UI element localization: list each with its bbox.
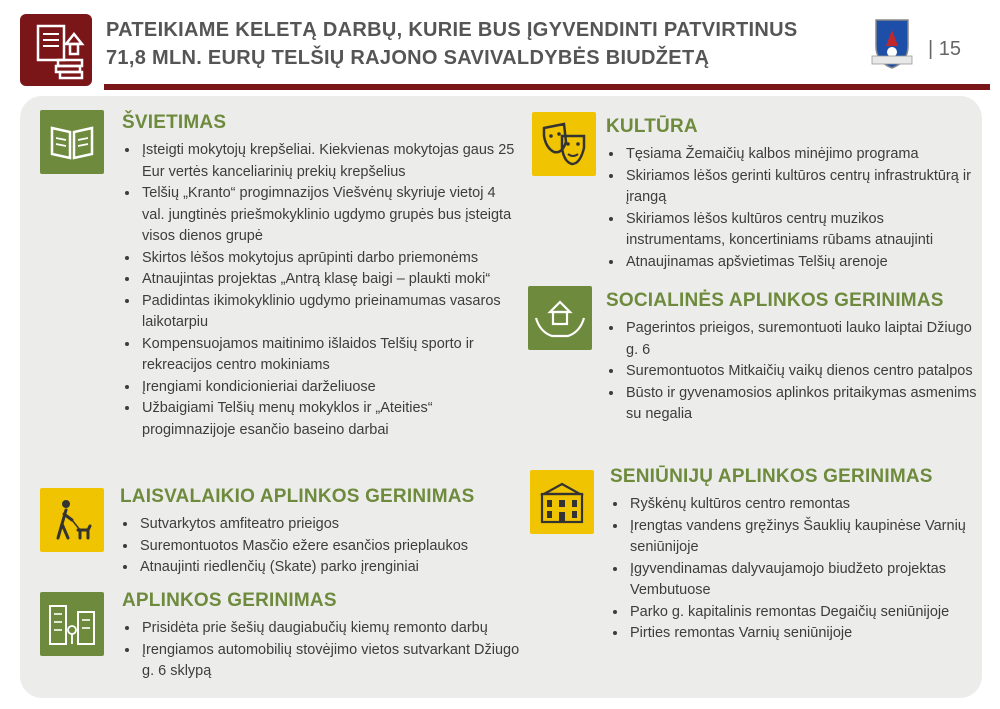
- list-item: • Kompensuojamos maitinimo išlaidos Telšių sporto ir rekreacijos centro mokiniams: [140, 334, 522, 377]
- title-line-2: 71,8 MLN. EURŲ TELŠIŲ RAJONO SAVIVALDYBĖS BIUDŽETĄ: [106, 47, 710, 69]
- section-seniuniju: [610, 466, 986, 645]
- list-item: • Tęsiama Žemaičių kalbos minėjimo programa: [624, 144, 986, 166]
- list-item: • Užbaigiami Telšių menų mokyklos ir „Ateities“ progimnazijoje esančio baseino darbai: [140, 398, 522, 441]
- list-item: • Ryškėnų kultūros centro remontas: [628, 494, 986, 516]
- section-kultura: [606, 116, 986, 273]
- page-number: | 15: [928, 38, 961, 60]
- list-item: • Įrengiami kondicionieriai darželiuose: [140, 377, 522, 399]
- section-title: SOCIALINĖS APLINKOS GERINIMAS: [606, 290, 944, 311]
- list-item: • Įgyvendinamas dalyvaujamojo biudžeto projektas Vembutuose: [628, 559, 986, 602]
- page-title: [106, 16, 846, 72]
- list-item: • Suremontuotos Mitkaičių vaikų dienos centro patalpos: [624, 361, 986, 383]
- section-title: LAISVALAIKIO APLINKOS GERINIMAS: [120, 486, 475, 507]
- list-item: • Atnaujintas projektas „Antrą klasę baigi – plaukti moki“: [140, 269, 522, 291]
- list-item: • Skiriamos lėšos gerinti kultūros centrų infrastruktūrą ir įrangą: [624, 166, 986, 209]
- section-title: ŠVIETIMAS: [122, 112, 227, 133]
- section-title: KULTŪRA: [606, 116, 698, 137]
- section-title: APLINKOS GERINIMAS: [122, 590, 337, 611]
- list-item: • Padidintas ikimokyklinio ugdymo prieinamumas vasaros laikotarpiu: [140, 291, 522, 334]
- list-item: • Įrengiamos automobilių stovėjimo vietos sutvarkant Džiugo g. 6 sklypą: [140, 640, 522, 683]
- section-laisvalaikio: [120, 486, 520, 579]
- theater-masks-icon: [532, 112, 596, 176]
- apartment-buildings-icon: [40, 592, 104, 656]
- item-list: [610, 494, 986, 645]
- section-svietimas: [122, 112, 522, 441]
- document-books-icon: [20, 14, 92, 86]
- hands-house-icon: [528, 286, 592, 350]
- item-list: [120, 514, 520, 579]
- section-title: SENIŪNIJŲ APLINKOS GERINIMAS: [610, 466, 933, 487]
- town-hall-icon: [530, 470, 594, 534]
- list-item: • Suremontuotos Masčio ežere esančios prieplaukos: [138, 536, 520, 558]
- list-item: • Pirties remontas Varnių seniūnijoje: [628, 623, 986, 645]
- item-list: [122, 618, 522, 683]
- coat-of-arms-icon: [868, 16, 916, 70]
- item-list: [122, 140, 522, 441]
- item-list: [606, 144, 986, 273]
- list-item: • Atnaujinamas apšvietimas Telšių arenoje: [624, 252, 986, 274]
- list-item: • Prisidėta prie šešių daugiabučių kiemų remonto darbų: [140, 618, 522, 640]
- list-item: • Parko g. kapitalinis remontas Degaičių seniūnijoje: [628, 602, 986, 624]
- list-item: • Sutvarkytos amfiteatro prieigos: [138, 514, 520, 536]
- open-book-icon: [40, 110, 104, 174]
- list-item: • Telšių „Kranto“ progimnazijos Viešvėnų skyriuje vietoj 4 val. jungtinės priešmokyklinio ugdymo grupės bus įsteigta visos dienos grupė: [140, 183, 522, 248]
- section-aplinkos: [122, 590, 522, 683]
- title-line-1: PATEIKIAME KELETĄ DARBŲ, KURIE BUS ĮGYVENDINTI PATVIRTINUS: [106, 19, 798, 41]
- person-walking-dog-icon: [40, 488, 104, 552]
- list-item: • Pagerintos prieigos, suremontuoti lauko laiptai Džiugo g. 6: [624, 318, 986, 361]
- list-item: • Skirtos lėšos mokytojus aprūpinti darbo priemonėms: [140, 248, 522, 270]
- header-divider: [104, 84, 990, 90]
- header-logo: [20, 14, 92, 86]
- list-item: • Atnaujinti riedlenčių (Skate) parko įrenginiai: [138, 557, 520, 579]
- section-socialines: [606, 290, 986, 426]
- item-list: [606, 318, 986, 426]
- list-item: • Įsteigti mokytojų krepšeliai. Kiekvienas mokytojas gaus 25 Eur vertės kanceliarinių prekių krepšelius: [140, 140, 522, 183]
- list-item: • Skiriamos lėšos kultūros centrų muzikos instrumentams, koncertiniams rūbams atnaujinti: [624, 209, 986, 252]
- list-item: • Įrengtas vandens gręžinys Šauklių kaupinėse Varnių seniūnijoje: [628, 516, 986, 559]
- list-item: • Būsto ir gyvenamosios aplinkos pritaikymas asmenims su negalia: [624, 383, 986, 426]
